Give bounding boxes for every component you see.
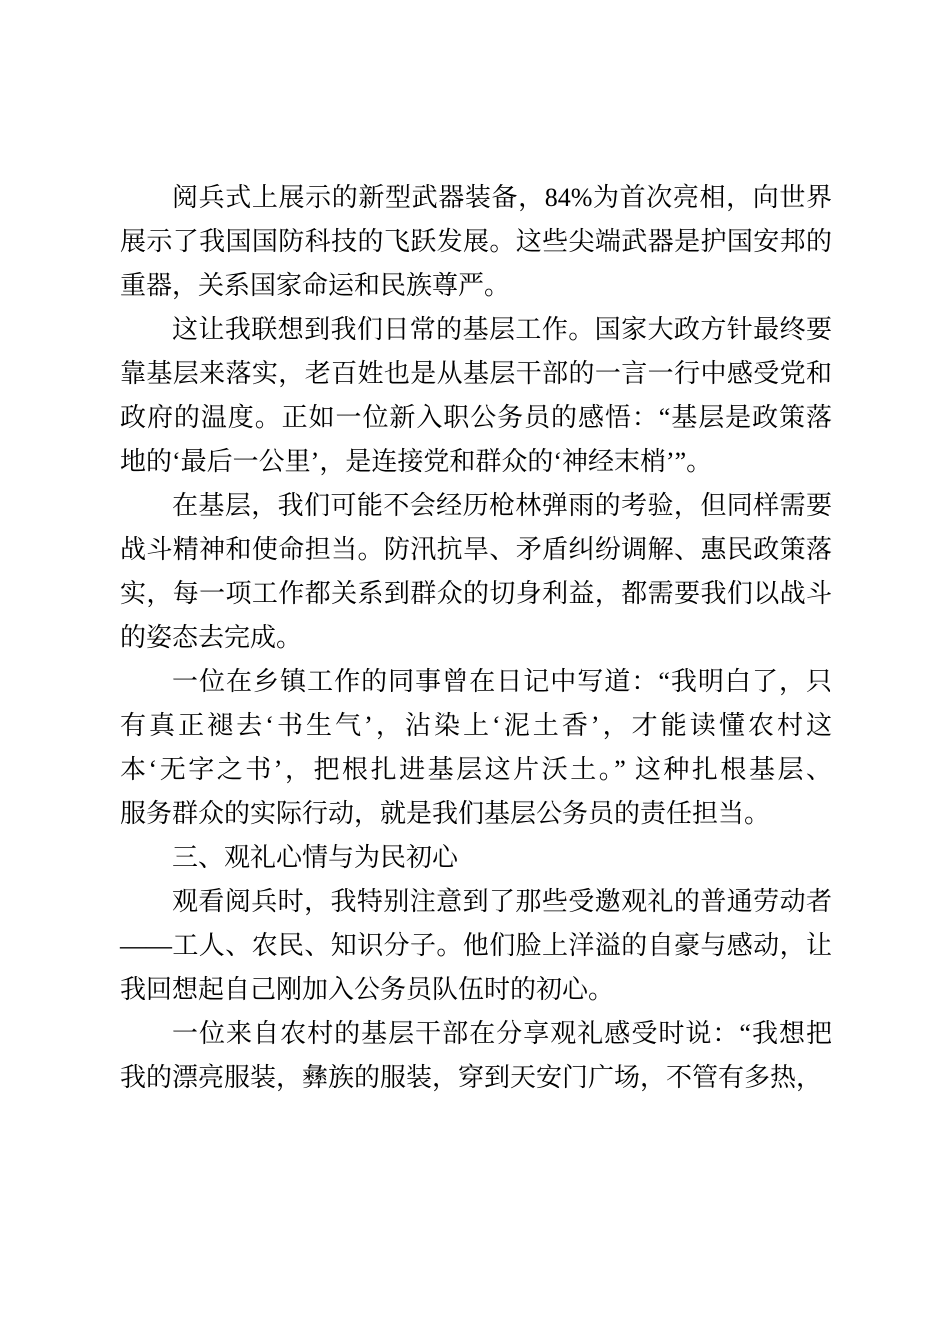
text-line: 这让我联想到我们日常的基层工作。国家大政方针最终要 — [172, 315, 832, 344]
paragraph — [120, 308, 832, 484]
text-line: 靠基层来落实，老百姓也是从基层干部的一言一行中感受党和 — [120, 359, 832, 388]
text-line: 我回想起自己刚加入公务员队伍时的初心。 — [120, 975, 615, 1004]
text-line: 一位在乡镇工作的同事曾在日记中写道：“我明白了，只 — [172, 667, 832, 696]
document-text-block — [120, 176, 832, 1100]
text-line: 一位来自农村的基层干部在分享观礼感受时说：“我想把 — [172, 1019, 832, 1048]
text-line: ——工人、农民、知识分子。他们脸上洋溢的自豪与感动，让 — [120, 931, 832, 960]
text-line: 实，每一项工作都关系到群众的切身利益，都需要我们以战斗 — [120, 579, 832, 608]
text-line: 的姿态去完成。 — [120, 623, 303, 652]
text-line: 有真正褪去‘书生气’，沾染上‘泥土香’，才能读懂农村这 — [120, 711, 832, 740]
text-line: 政府的温度。正如一位新入职公务员的感悟：“基层是政策落 — [120, 403, 832, 432]
text-line: 地的‘最后一公里’，是连接党和群众的‘神经末梢’”。 — [120, 447, 713, 476]
paragraph — [120, 176, 832, 308]
heading-text: 三、观礼心情与为民初心 — [172, 843, 459, 872]
paragraph — [120, 1012, 832, 1100]
text-line: 重器，关系国家命运和民族尊严。 — [120, 271, 511, 300]
text-line: 阅兵式上展示的新型武器装备，84%为首次亮相，向世界 — [172, 183, 832, 212]
text-line: 服务群众的实际行动，就是我们基层公务员的责任担当。 — [120, 799, 771, 828]
paragraph — [120, 660, 832, 836]
paragraph — [120, 484, 832, 660]
paragraph — [120, 880, 832, 1012]
text-line: 我的漂亮服装，彝族的服装，穿到天安门广场，不管有多热， — [120, 1063, 823, 1092]
text-line: 在基层，我们可能不会经历枪林弹雨的考验，但同样需要 — [172, 491, 832, 520]
text-line: 观看阅兵时，我特别注意到了那些受邀观礼的普通劳动者 — [172, 887, 832, 916]
text-line: 展示了我国国防科技的飞跃发展。这些尖端武器是护国安邦的 — [120, 227, 832, 256]
section-heading — [120, 836, 832, 880]
text-line: 战斗精神和使命担当。防汛抗旱、矛盾纠纷调解、惠民政策落 — [120, 535, 832, 564]
text-line: 本‘无字之书’，把根扎进基层这片沃土。” 这种扎根基层、 — [120, 755, 832, 784]
